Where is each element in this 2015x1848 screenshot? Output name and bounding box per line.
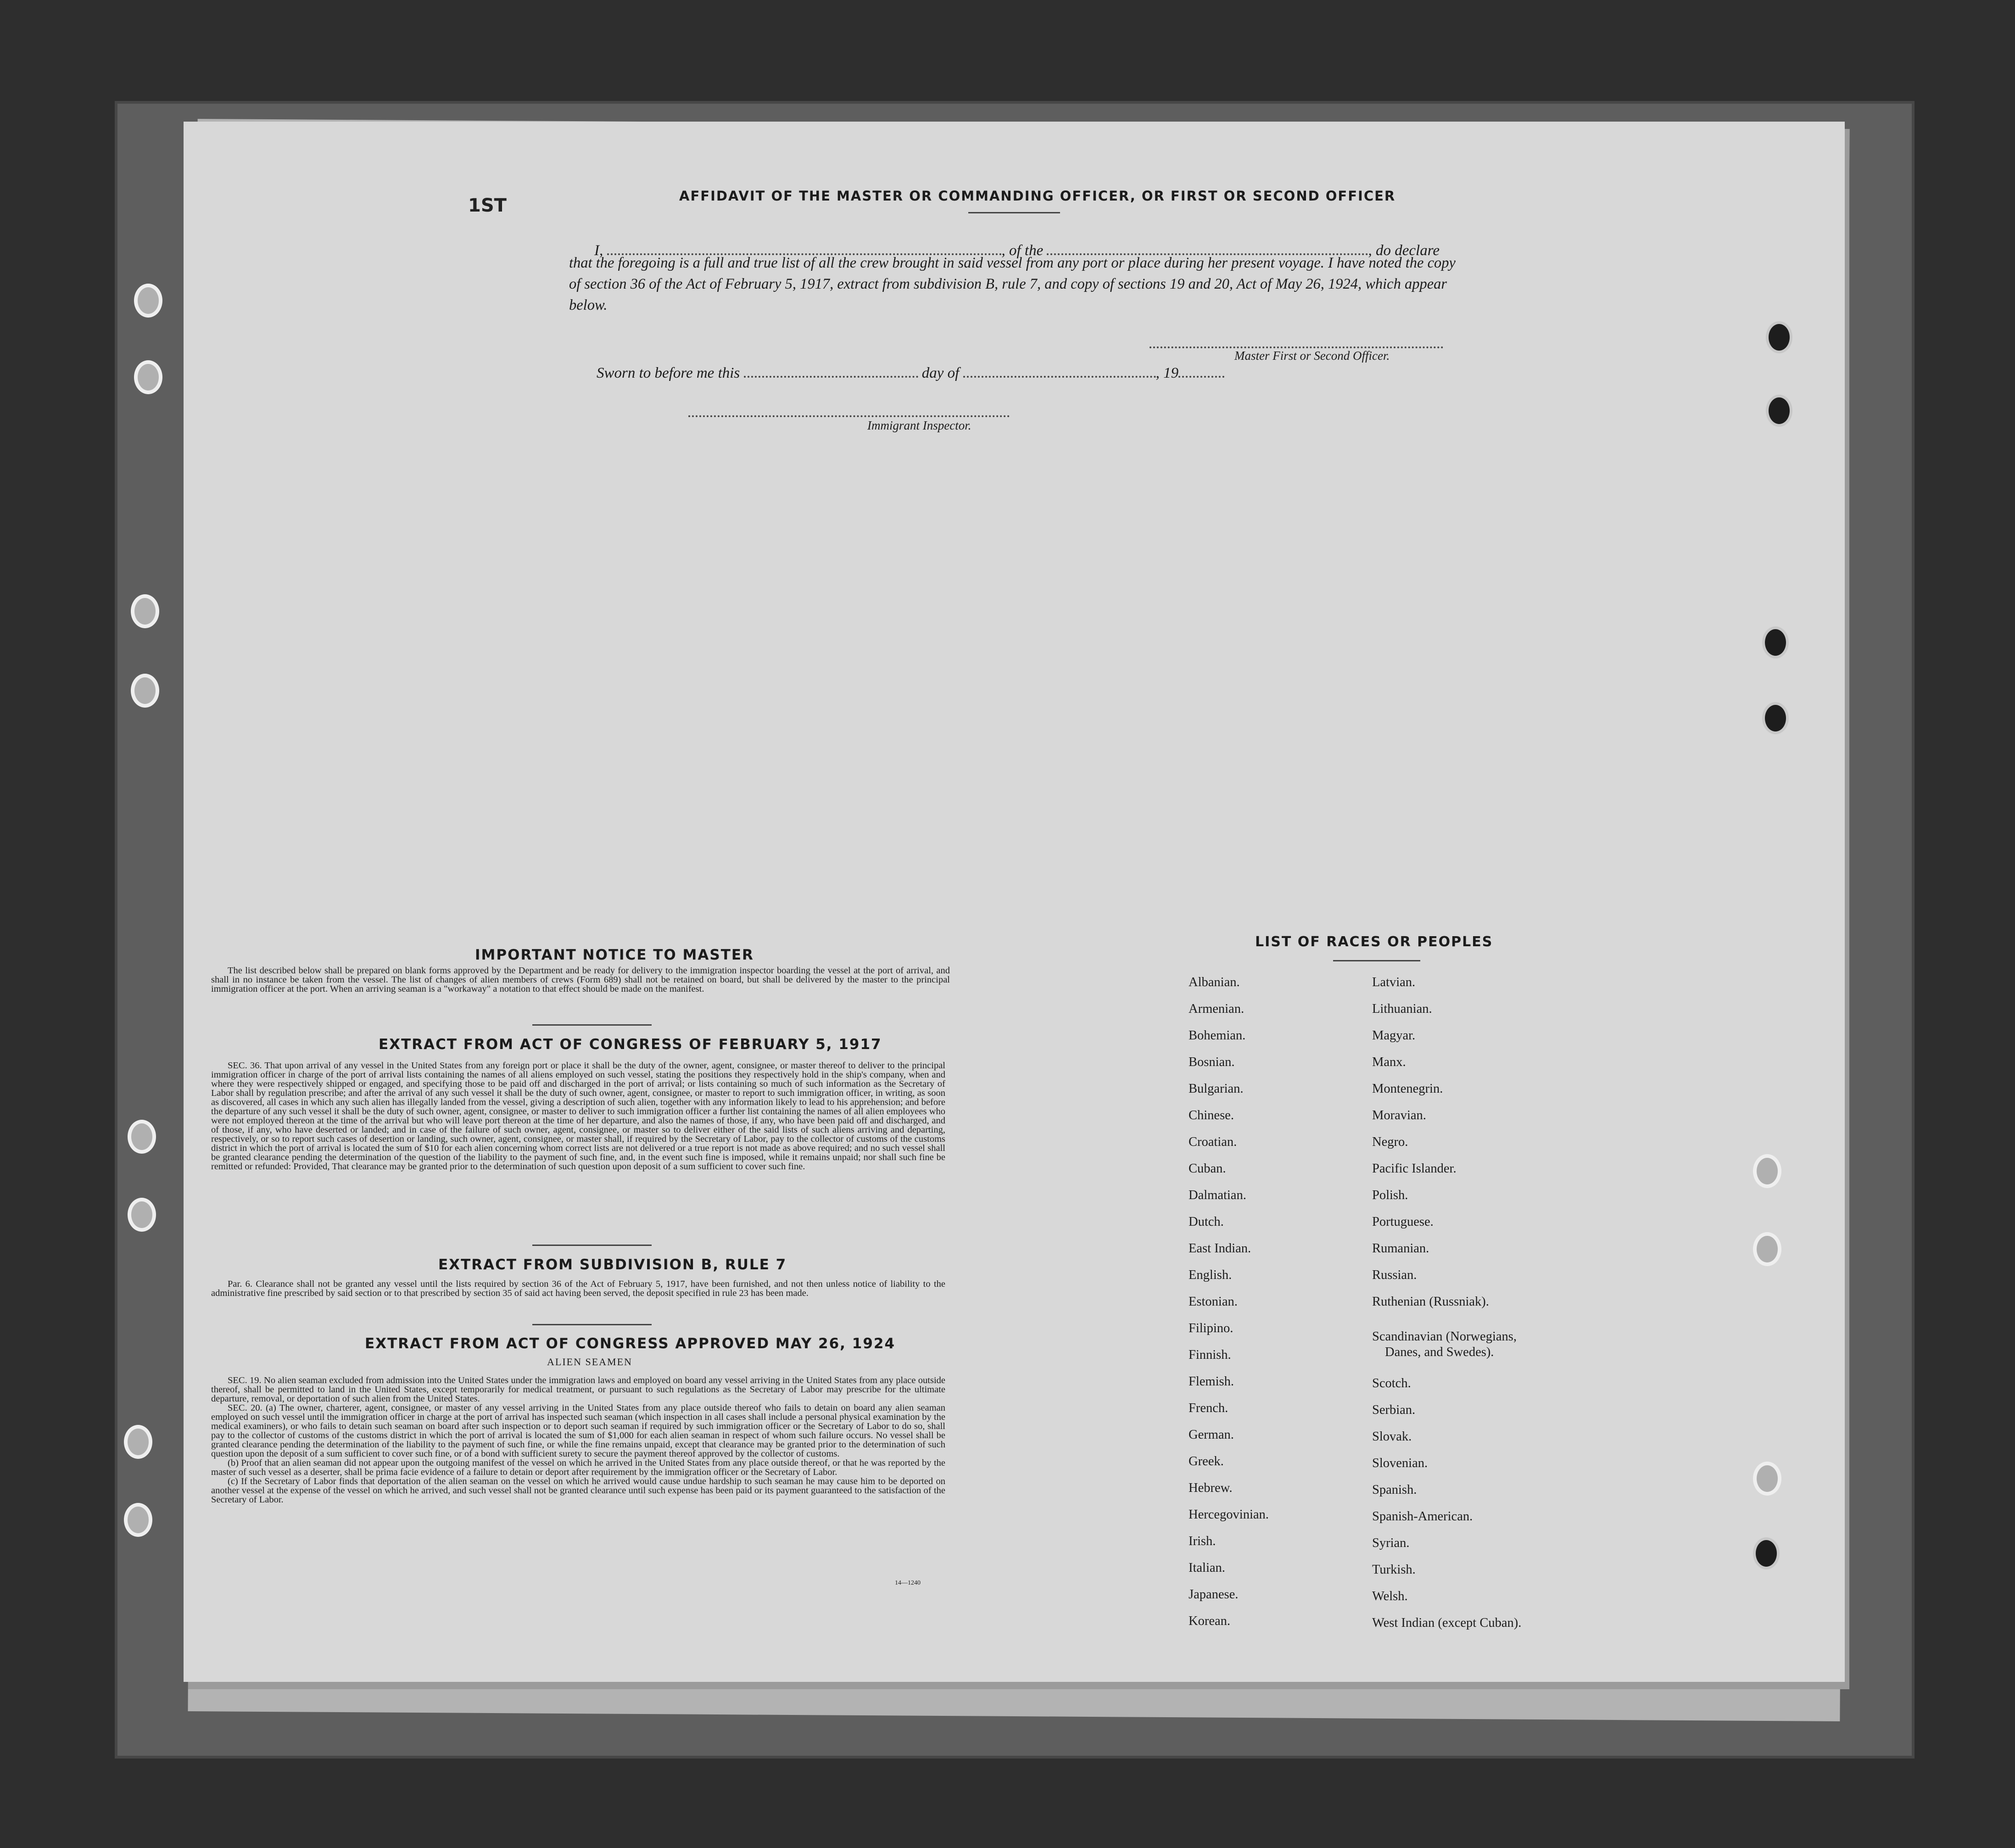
- divider-2: [532, 1245, 652, 1246]
- sworn-month-field[interactable]: [963, 367, 1156, 378]
- race-spanish: Spanish.: [1372, 1483, 1417, 1497]
- race-flemish: Flemish.: [1189, 1374, 1234, 1389]
- punch-hole-right-4: [1762, 702, 1789, 734]
- race-slovenian: Slovenian.: [1372, 1456, 1428, 1470]
- race-hebrew: Hebrew.: [1189, 1481, 1233, 1495]
- punch-hole-right-8: [1753, 1537, 1780, 1569]
- extract-1917-text: [211, 1061, 945, 1171]
- section-20a-paragraph: SEC. 20. (a) The owner, charterer, agent, consignee, or master of any vessel arriving in the United States from any place outside thereof who fails to detain on board any alien seaman employed on such vessel until the immigration officer in charge at the port of arrival has inspected such seaman (which inspection in all cases shall include a personal physical examination by the medical examiners), or who fails to detain such seaman on board after such inspection or to deport such seaman if required by such immigration officer or the Secretary of Labor to do so, shall pay to the collector of customs of the customs district in which the port of arrival is located the sum of $1,000 for each alien seaman in respect of whom such failure occurs. No vessel shall be granted clearance pending the determination of the liability to the payment of such fine, or while the fine remains unpaid, except that clearance may be granted prior to the determination of such question upon the deposit of a sum sufficient to cover such fine, or of a bond with sufficient surety to secure the payment thereof approved by the collector of customs.: [211, 1403, 945, 1459]
- extract-rule7-title: EXTRACT FROM SUBDIVISION B, RULE 7: [438, 1256, 787, 1273]
- paragraph-6: Par. 6. Clearance shall not be granted any vessel until the lists required by section 36 of the Act of February 5, 1917, have been furnished, and not then unless notice of liability to the administrative fine prescribed by said section or to that prescribed by section 35 of said act having been served, the deposit specified in rule 23 has been made.: [211, 1279, 945, 1298]
- affidavit-title-rule: [968, 212, 1060, 213]
- section-19-paragraph: SEC. 19. No alien seaman excluded from admission into the United States under the immigration laws and employed on board any vessel arriving in the United States from any place outside thereof, shall be permitted to land in the United States, except temporarily for medical treatment, or pursuant to such regulations as the Secretary of Labor may prescribe for the ultimate departure, removal, or deportation of such alien from the United States.: [211, 1375, 945, 1404]
- punch-hole-left-1: [134, 284, 162, 318]
- alien-seamen-subtitle: ALIEN SEAMEN: [547, 1356, 632, 1368]
- race-manx: Manx.: [1372, 1055, 1406, 1069]
- race-hercegovinian: Hercegovinian.: [1189, 1507, 1269, 1522]
- race-pacific-islander: Pacific Islander.: [1372, 1161, 1457, 1176]
- sworn-day-field[interactable]: [744, 367, 918, 378]
- sworn-day-of: day of: [921, 365, 960, 381]
- sworn-prefix: Sworn to before me this: [597, 365, 740, 381]
- races-title-rule: [1333, 960, 1420, 961]
- divider-3: [532, 1324, 652, 1325]
- race-english: English.: [1189, 1268, 1232, 1282]
- race-east-indian: East Indian.: [1189, 1241, 1251, 1256]
- race-dalmatian: Dalmatian.: [1189, 1188, 1246, 1202]
- race-polish: Polish.: [1372, 1188, 1408, 1202]
- corner-stamp: 1ST: [468, 195, 507, 216]
- race-italian: Italian.: [1189, 1561, 1225, 1575]
- race-bohemian: Bohemian.: [1189, 1028, 1246, 1043]
- race-serbian: Serbian.: [1372, 1403, 1416, 1417]
- race-magyar: Magyar.: [1372, 1028, 1416, 1043]
- master-signature-line[interactable]: [1150, 346, 1443, 348]
- affidavit-body: [569, 252, 1464, 316]
- race-bosnian: Bosnian.: [1189, 1055, 1235, 1069]
- race-bulgarian: Bulgarian.: [1189, 1082, 1244, 1096]
- punch-hole-left-6: [128, 1198, 156, 1232]
- punch-hole-left-2: [134, 360, 162, 394]
- race-slovak: Slovak.: [1372, 1429, 1412, 1444]
- affidavit-of-the: , of the: [1001, 242, 1044, 259]
- race-finnish: Finnish.: [1189, 1348, 1231, 1362]
- race-rumanian: Rumanian.: [1372, 1241, 1429, 1256]
- master-signature-label: Master First or Second Officer.: [1234, 349, 1390, 363]
- affidavit-i: I,: [594, 242, 603, 259]
- punch-hole-right-5: [1753, 1154, 1781, 1188]
- punch-hole-right-1: [1766, 321, 1792, 353]
- punch-hole-right-7: [1753, 1462, 1781, 1496]
- punch-hole-left-7: [124, 1425, 152, 1459]
- races-title: LIST OF RACES OR PEOPLES: [1255, 934, 1493, 950]
- race-welsh: Welsh.: [1372, 1589, 1408, 1603]
- punch-hole-left-3: [131, 594, 159, 628]
- sworn-line: [597, 365, 1224, 382]
- race-chinese: Chinese.: [1189, 1108, 1234, 1122]
- race-scotch: Scotch.: [1372, 1376, 1411, 1390]
- race-spanish-american: Spanish-American.: [1372, 1509, 1473, 1524]
- section-36-paragraph: SEC. 36. That upon arrival of any vessel in the United States from any foreign port or place it shall be the duty of the owner, agent, consignee, or master thereof to deliver to the principal immigration officer in charge of the port of arrival lists containing the names of all aliens employed on such vessel, stating the positions they respectively hold in the ship's company, when and where they were respectively shipped or engaged, and specifying those to be paid off and discharged in the port of arrival; or lists containing so much of such information as the Secretary of Labor shall by regulation prescribe; and after the arrival of any such vessel it shall be the duty of such owner, agent, consignee, or master to report to such immigration officer, in writing, as soon as discovered, all cases in which any such alien has illegally landed from the vessel, giving a description of such alien, together with any information likely to lead to his apprehension; and before the departure of any such vessel it shall be the duty of such owner, agent, consignee, or master to deliver to such immigration officer a further list containing the names of all alien employees who were not employed thereon at the time of the arrival but who will leave port thereon at the time of her departure, and also the names of those, if any, who have been paid off and discharged, and of those, if any, who have deserted or landed; and in case of the failure of such owner, agent, consignee, or master so to deliver either of the said lists of such aliens arriving and departing, respectively, or so to report such cases of desertion or landing, such owner, agent, consignee, or master shall, if required by the Secretary of Labor, pay to the collector of customs of the customs district in which the port of arrival is located the sum of $10 for each alien concerning whom correct lists are not delivered or a true report is not made as above required; and no such vessel shall be granted clearance pending the determination of the question of the liability to the payment of such fine, and, in the event such fine is imposed, while it remains unpaid; nor shall such fine be remitted or refunded: Provided, That clearance may be granted prior to the determination of such question upon deposit of a sum sufficient to cover such fine.: [211, 1061, 945, 1172]
- notice-title: IMPORTANT NOTICE TO MASTER: [475, 947, 754, 963]
- race-montenegrin: Montenegrin.: [1372, 1082, 1443, 1096]
- divider-1: [532, 1024, 652, 1026]
- race-german: German.: [1189, 1428, 1234, 1442]
- race-latvian: Latvian.: [1372, 975, 1416, 989]
- section-20c-paragraph: (c) If the Secretary of Labor finds that deportation of the alien seaman on the vessel on which he arrived would cause undue hardship to such seaman he may cause him to be deported on another vessel at the expense of the vessel on which he arrived, and such vessel shall not be granted clearance until such expense has been paid or its payment guaranteed to the satisfaction of the Secretary of Labor.: [211, 1476, 945, 1505]
- affidavit-title: AFFIDAVIT OF THE MASTER OR COMMANDING OFFICER, OR FIRST OR SECOND OFFICER: [679, 188, 1396, 204]
- sworn-year-field[interactable]: [1178, 367, 1224, 378]
- inspector-signature-line[interactable]: [688, 415, 1010, 417]
- punch-hole-left-5: [128, 1120, 156, 1154]
- race-moravian: Moravian.: [1372, 1108, 1426, 1122]
- race-syrian: Syrian.: [1372, 1536, 1410, 1550]
- race-portuguese: Portuguese.: [1372, 1215, 1434, 1229]
- punch-hole-left-4: [131, 674, 159, 708]
- notice-paragraph: The list described below shall be prepared on blank forms approved by the Department and be ready for delivery to the immigration inspector boarding the vessel at the port of arrival, and shall in no instance be taken from the vessel. The list of changes of alien members of crews (Form 689) shall not be retained on board, but shall be delivered by the master to the principal immigration officer at the port. When an arriving seaman is a "workaway" a notation to that effect should be made on the manifest.: [211, 966, 950, 994]
- punch-hole-right-6: [1753, 1232, 1781, 1266]
- race-estonian: Estonian.: [1189, 1295, 1238, 1309]
- punch-hole-right-3: [1762, 626, 1789, 659]
- race-albanian: Albanian.: [1189, 975, 1240, 989]
- sworn-year-prefix: , 19: [1155, 365, 1179, 381]
- extract-1917-title: EXTRACT FROM ACT OF CONGRESS OF FEBRUARY 5, 1917: [379, 1036, 882, 1053]
- notice-text: [211, 966, 950, 994]
- race-croatian: Croatian.: [1189, 1135, 1237, 1149]
- race-ruthenian: Ruthenian (Russniak).: [1372, 1295, 1489, 1309]
- race-greek: Greek.: [1189, 1454, 1224, 1468]
- affidavit-do-declare: , do declare: [1368, 242, 1440, 259]
- race-negro: Negro.: [1372, 1135, 1408, 1149]
- form-number: 14—1240: [895, 1580, 921, 1586]
- race-korean: Korean.: [1189, 1614, 1230, 1628]
- extract-rule7-text: [211, 1279, 945, 1298]
- punch-hole-right-2: [1766, 395, 1792, 427]
- race-west-indian: West Indian (except Cuban).: [1372, 1616, 1522, 1630]
- race-armenian: Armenian.: [1189, 1002, 1245, 1016]
- race-french: French.: [1189, 1401, 1228, 1415]
- race-filipino: Filipino.: [1189, 1321, 1234, 1335]
- race-cuban: Cuban.: [1189, 1161, 1226, 1176]
- inspector-signature-label: Immigrant Inspector.: [867, 419, 971, 432]
- affidavit-body-text: that the foregoing is a full and true list of all the crew brought in said vessel from any port or place during her present voyage. I have noted the copy of section 36 of the Act of February 5, 1917, extract from subdivision B, rule 7, and copy of sections 19 and 20, Act of May 26, 1924, which appear below.: [569, 255, 1456, 313]
- race-scandinavian-cont: Danes, and Swedes).: [1385, 1345, 1494, 1359]
- extract-1924-title: EXTRACT FROM ACT OF CONGRESS APPROVED MAY 26, 1924: [365, 1335, 896, 1352]
- race-lithuanian: Lithuanian.: [1372, 1002, 1432, 1016]
- punch-hole-left-8: [124, 1503, 152, 1537]
- section-20b-paragraph: (b) Proof that an alien seaman did not appear upon the outgoing manifest of the vessel on which he arrived in the United States from any place outside thereof, or that he was reported by the master of such vessel as a deserter, shall be prima facie evidence of a failure to detain or deport after requirement by the immigration officer or the Secretary of Labor.: [211, 1458, 945, 1477]
- race-russian: Russian.: [1372, 1268, 1417, 1282]
- race-turkish: Turkish.: [1372, 1563, 1416, 1577]
- race-japanese: Japanese.: [1189, 1587, 1239, 1602]
- extract-1924-text: [211, 1376, 945, 1504]
- race-dutch: Dutch.: [1189, 1215, 1224, 1229]
- race-scandinavian: Scandinavian (Norwegians,: [1372, 1329, 1517, 1344]
- race-irish: Irish.: [1189, 1534, 1216, 1548]
